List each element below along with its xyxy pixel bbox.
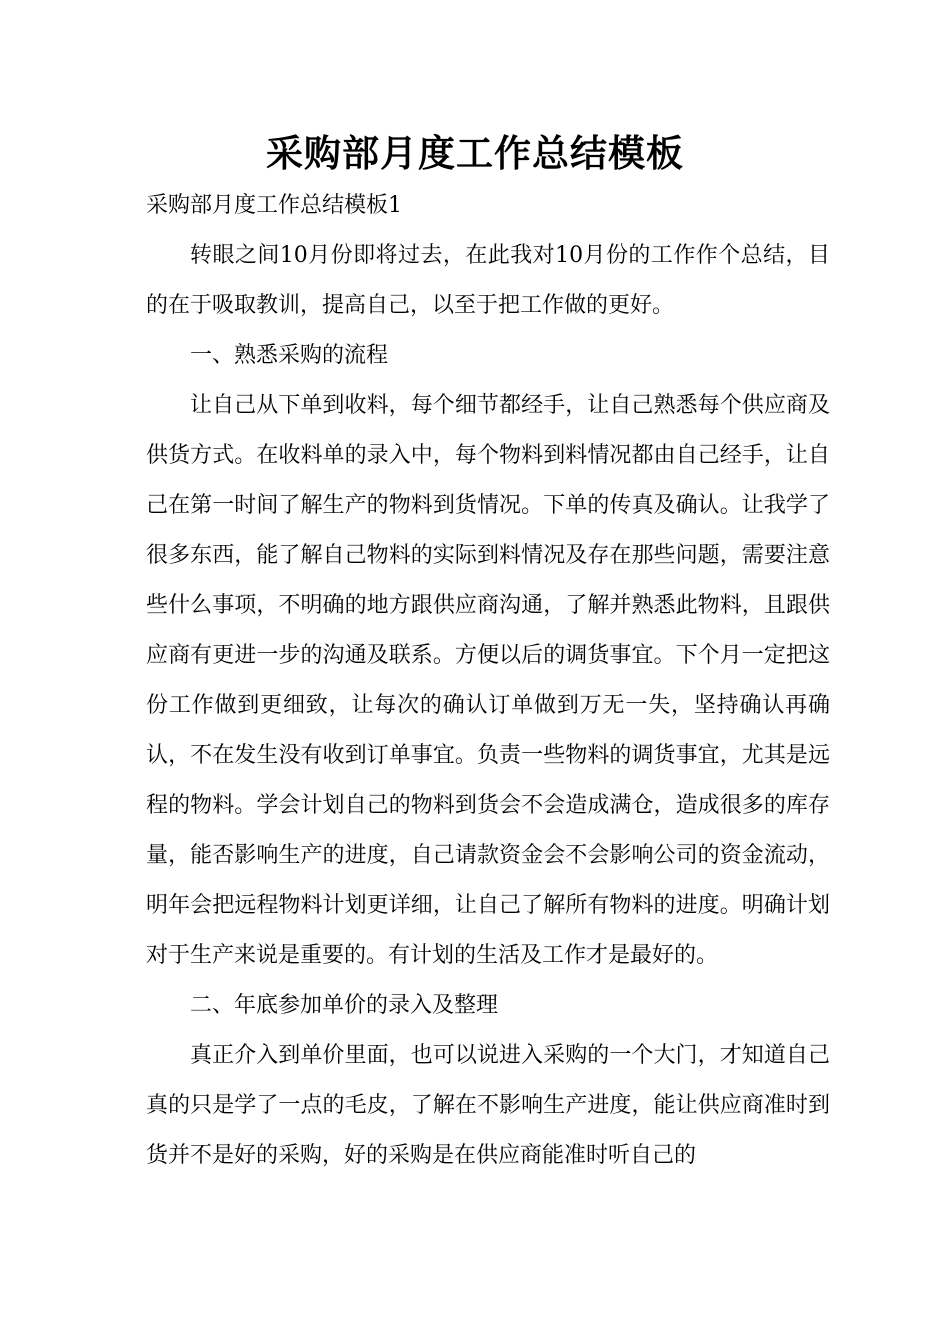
paragraph-intro: 转眼之间10月份即将过去，在此我对10月份的工作作个总结，目的在于吸取教训，提高自己，以至于把工作做的更好。: [146, 243, 830, 318]
paragraph-section-1: 让自己从下单到收料，每个细节都经手，让自己熟悉每个供应商及供货方式。在收料单的录入中，每个物料到料情况都由自己经手，让自己在第一时间了解生产的物料到货情况。下单的传真及确认。让我学了很多东西，能了解自己物料的实际到料情况及存在那些问题，需要注意些什么事项，不明确的地方跟供应商沟通，了解并熟悉此物料，且跟供应商有更进一步的沟通及联系。方便以后的调货事宜。下个月一定把这份工作做到更细致，让每次的确认订单做到万无一失，坚持确认再确认，不在发生没有收到订单事宜。负责一些物料的调货事宜，尤其是远程的物料。学会计划自己的物料到货会不会造成满仓，造成很多的库存量，能否影响生产的进度，自己请款资金会不会影响公司的资金流动，明年会把远程物料计划更详细，让自己了解所有物料的进度。明确计划对于生产来说是重要的。有计划的生活及工作才是最好的。: [146, 393, 830, 968]
document-title: 采购部月度工作总结模板: [266, 132, 684, 175]
document-subtitle: 采购部月度工作总结模板1: [146, 193, 402, 218]
document-body: [146, 181, 830, 1181]
paragraph-section-2: 真正介入到单价里面，也可以说进入采购的一个大门，才知道自己真的只是学了一点的毛皮，了解在不影响生产进度，能让供应商准时到货并不是好的采购，好的采购是在供应商能准时听自己的: [146, 1043, 830, 1168]
section-heading-1: 一、熟悉采购的流程: [190, 343, 389, 368]
section-heading-2: 二、年底参加单价的录入及整理: [190, 993, 499, 1018]
